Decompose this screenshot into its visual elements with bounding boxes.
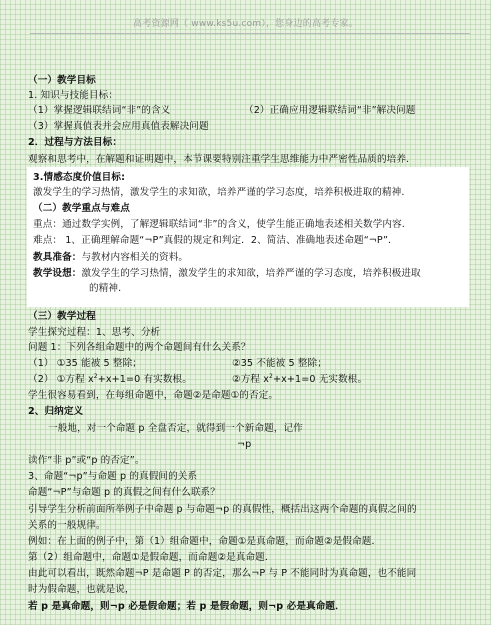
goal-1-item-1: （1）掌握逻辑联结词“非”的含义 xyxy=(28,105,171,116)
example-2: 第（2）组命题中，命题①是假命题，而命题②是真命题． xyxy=(28,552,275,563)
goal-3-text: 激发学生的学习热情，激发学生的求知欲，培养严谨的学习态度，培养积极进取的精神. xyxy=(33,187,405,198)
guidance-text: 引导学生分析前面所举例子中命题 p 与命题¬p 的真假性，概括出这两个命题的真假之间的 xyxy=(28,504,417,515)
question-1: 问题 1：下列各组命题中的两个命题间有什么关系？ xyxy=(28,342,251,353)
goal-3-heading: 3.情感态度价值目标: xyxy=(33,172,126,183)
teaching-design-label: 教学设想： xyxy=(33,268,82,279)
teaching-aids-label: 教具准备： xyxy=(33,252,82,263)
section-2-title: （二）教学重点与难点 xyxy=(33,203,130,214)
goal-2-text: 观察和思考中，在解题和证明题中，本节课要特别注重学生思维能力中严密性品质的培养． xyxy=(28,154,416,165)
superscript-2: 2 xyxy=(93,372,98,380)
q1-group2-prop2 xyxy=(232,373,367,386)
goal-1-item-3: （3）掌握真值表并会应用真值表解决问题 xyxy=(28,121,209,132)
inference-cont: 时为假命题，也就是说， xyxy=(28,584,135,595)
teaching-design-text-cont: 的精神． xyxy=(89,283,128,294)
section-1-title: （一）教学目标 xyxy=(28,75,96,86)
q1-group2-prop2-a: ②方程 x xyxy=(232,374,270,385)
teaching-aids xyxy=(33,251,188,264)
definition-symbol: ¬p xyxy=(237,439,252,450)
difficult-points: 难点： 1、正确理解命题“¬P”真假的规定和判定．2、简洁、准确地表述命题“¬P”． xyxy=(33,235,398,246)
conclusion: 若 p 是真命题，则¬p 必是假命题；若 p 是假命题，则¬p 必是真命题． xyxy=(28,601,345,612)
q1-group1-prop1: （1） ①35 能被 5 整除； xyxy=(28,358,142,369)
q1-group2-prop1-a: （2） ①方程 x xyxy=(28,374,94,385)
key-points: 重点：通过数学实例，了解逻辑联结词“非”的含义，使学生能正确地表述相关数学内容. xyxy=(33,219,405,230)
relation-heading: 3、命题“¬p”与命题 p 的真假间的关系 xyxy=(28,471,198,482)
goal-1-heading: 1. 知识与技能目标： xyxy=(28,90,119,101)
inference: 由此可以看出，既然命题¬P 是命题 P 的否定，那么¬P 与 P 不能同时为真命题，也不能同 xyxy=(28,568,417,579)
example-1: 例如：在上面的例子中，第（1）组命题中，命题①是真命题，而命题②是假命题． xyxy=(28,536,382,547)
highlight-box xyxy=(27,167,469,307)
q1-group1-prop2: ②35 不能被 5 整除； xyxy=(232,358,327,369)
goal-1-item-2: （2）正确应用逻辑联结词“非”解决问题 xyxy=(244,105,416,116)
exploration-step: 学生探究过程：1、思考、分析 xyxy=(28,327,161,338)
guidance-text-cont: 关系的一般规律。 xyxy=(28,520,106,531)
header-divider xyxy=(30,33,470,34)
relation-question: 命题“¬P”与命题 p 的真假之间有什么联系？ xyxy=(28,487,220,498)
q1-group2-prop1-b: +x+1=0 有实数根。 xyxy=(97,374,192,385)
section-3-title: （三）教学过程 xyxy=(28,311,96,322)
page-header: 高考资源网（ www.ks5u.com），您身边的高考专家。 xyxy=(133,19,358,29)
superscript-2: 2 xyxy=(269,372,273,380)
q1-group2-prop1 xyxy=(28,373,192,386)
teaching-aids-text: 与教材内容相关的资料。 xyxy=(81,252,189,263)
definition-reading: 读作“非 p”或“p 的否定”。 xyxy=(28,455,145,466)
observation: 学生很容易看到，在每组命题中，命题②是命题①的否定。 xyxy=(28,390,279,401)
teaching-design xyxy=(33,267,421,280)
q1-group2-prop2-b: +x+1=0 无实数根。 xyxy=(272,374,368,385)
teaching-design-text: 激发学生的学习热情，激发学生的求知欲，培养严谨的学习态度，培养积极进取 xyxy=(81,268,421,279)
goal-2-heading: 2．过程与方法目标： xyxy=(28,137,123,148)
definition-heading: 2、归纳定义 xyxy=(28,406,84,417)
definition-text: 一般地，对一个命题 p 全盘否定，就得到一个新命题，记作 xyxy=(48,423,303,434)
